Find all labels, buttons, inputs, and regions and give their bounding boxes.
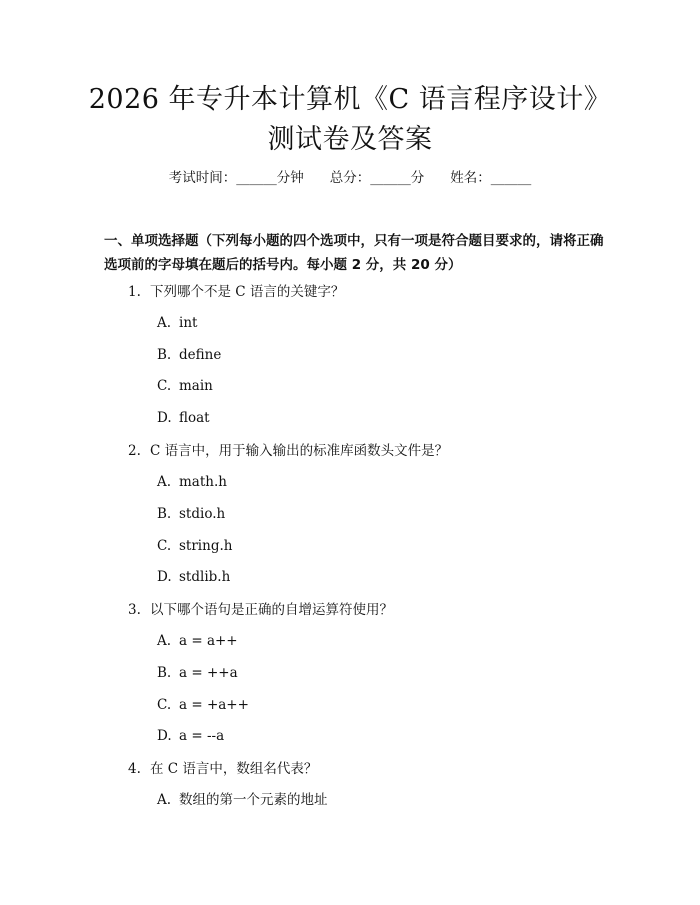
option-letter: A.: [157, 315, 172, 331]
question-2-option-a: [157, 472, 227, 492]
option-letter: A.: [157, 633, 172, 649]
option-text: string.h: [179, 538, 233, 554]
option-text: a = a++: [179, 633, 238, 649]
question-2-option-b: [157, 504, 225, 524]
option-letter: D.: [157, 569, 172, 585]
question-3-option-c: [157, 695, 249, 715]
option-text: float: [179, 410, 210, 426]
question-text: C 语言中，用于输入输出的标准库函数头文件是？: [150, 443, 449, 459]
option-letter: C.: [157, 378, 172, 394]
option-letter: D.: [157, 728, 172, 744]
question-text: 在 C 语言中，数组名代表？: [150, 761, 318, 777]
option-letter: A.: [157, 474, 172, 490]
option-text: stdio.h: [179, 506, 226, 522]
option-text: a = +a++: [179, 697, 249, 713]
total-score-field: 总分：______分: [329, 170, 425, 186]
option-letter: B.: [157, 665, 172, 681]
question-text: 以下哪个语句是正确的自增运算符使用？: [150, 602, 393, 618]
option-text: define: [179, 347, 222, 363]
option-text: 数组的第一个元素的地址: [179, 792, 328, 808]
option-text: int: [179, 315, 198, 331]
name-field: 姓名：______: [450, 170, 532, 186]
question-1-option-b: [157, 345, 221, 365]
question-3-option-b: [157, 663, 238, 683]
exam-time-field: 考试时间：______分钟: [168, 170, 304, 186]
question-2-option-c: [157, 536, 232, 556]
question-number: 3.: [128, 602, 141, 618]
question-number: 4.: [128, 761, 141, 777]
question-3: [128, 600, 393, 620]
option-letter: D.: [157, 410, 172, 426]
option-letter: B.: [157, 506, 172, 522]
option-letter: B.: [157, 347, 172, 363]
option-letter: A.: [157, 792, 172, 808]
option-text: main: [179, 378, 213, 394]
section-heading: 一、单项选择题（下列每小题的四个选项中，只有一项是符合题目要求的，请将正确选项前的字母填在题后的括号内。每小题 2 分，共 20 分）: [104, 233, 604, 273]
question-1-option-d: [157, 408, 210, 428]
option-letter: C.: [157, 697, 172, 713]
exam-meta-line: [0, 168, 700, 188]
question-3-option-a: [157, 631, 238, 651]
option-text: a = ++a: [179, 665, 238, 681]
option-text: stdlib.h: [179, 569, 231, 585]
option-letter: C.: [157, 538, 172, 554]
option-text: a = --a: [179, 728, 225, 744]
question-1: [128, 282, 344, 302]
question-3-option-d: [157, 726, 224, 746]
option-text: math.h: [179, 474, 227, 490]
question-1-option-c: [157, 376, 213, 396]
question-4-option-a: [157, 790, 328, 810]
question-2-option-d: [157, 567, 230, 587]
question-number: 2.: [128, 443, 141, 459]
question-text: 下列哪个不是 C 语言的关键字？: [150, 284, 345, 300]
question-number: 1.: [128, 284, 141, 300]
question-4: [128, 759, 317, 779]
document-title: 2026 年专升本计算机《C 语言程序设计》测试卷及答案: [88, 84, 612, 155]
question-1-option-a: [157, 313, 197, 333]
question-2: [128, 441, 448, 461]
